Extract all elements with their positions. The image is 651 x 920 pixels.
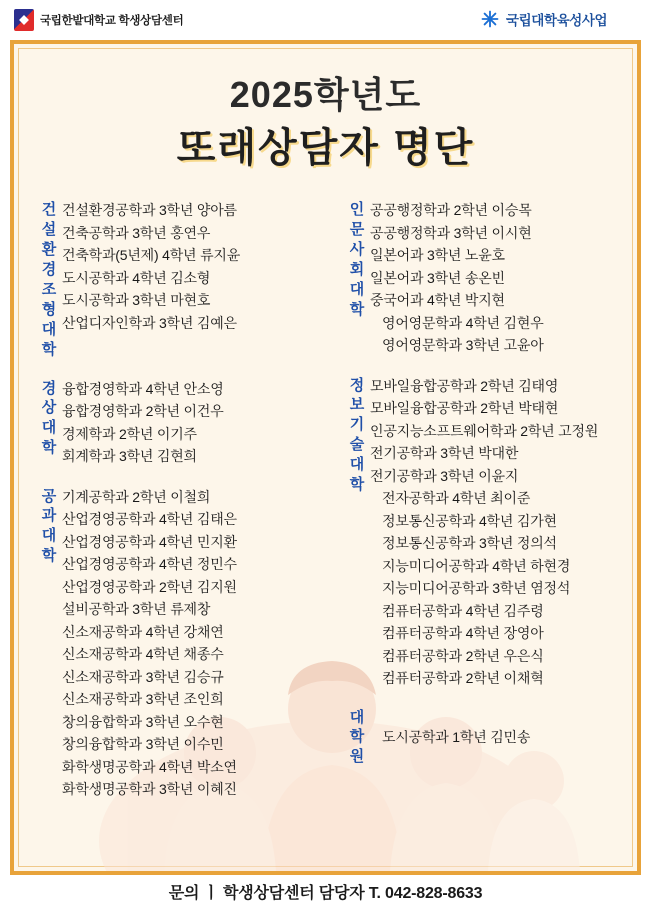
list-item: 신소재공학과 4학년 강채연	[62, 623, 224, 640]
list-item: 산업경영공학과 4학년 김태은	[62, 511, 237, 527]
list-item: 공공행정학과 2학년 이승목	[370, 202, 532, 218]
list-item: 설비공학과 3학년 류제창	[62, 601, 211, 617]
group-business	[36, 378, 336, 468]
list-item: 지능미디어공학과 3학년 염정석	[382, 580, 571, 596]
list-item: 도시공학과 3학년 마현호	[62, 292, 211, 308]
list-item: 기계공학과 2학년 이철희	[62, 488, 211, 505]
list-item: 도시공학과 4학년 김소형	[62, 269, 211, 286]
poster-frame	[10, 40, 641, 875]
footer	[0, 880, 651, 903]
group-humanities	[344, 199, 634, 357]
group-label-graduate: 대 학 원	[349, 708, 365, 766]
poster-title	[14, 72, 637, 173]
list-item: 화학생명공학과 4학년 박소연	[62, 758, 237, 775]
left-column	[36, 199, 336, 819]
list-item: 회계학과 3학년 김현희	[62, 448, 197, 464]
university-brand-label: 국립한밭대학교 학생상담센터	[40, 15, 184, 27]
list-item: 전자공학과 4학년 최이준	[382, 490, 531, 506]
footer-contact-text: 문의 ㅣ 학생상담센터 담당자 T. 042-828-8633	[168, 885, 483, 902]
list-item: 정보통신공학과 4학년 김가현	[382, 512, 557, 529]
poster-title-main: 또래상담자 명단	[176, 126, 475, 170]
list-item: 산업디자인학과 3학년 김예은	[62, 314, 237, 331]
group-items-it	[370, 375, 634, 690]
list-item: 산업경영공학과 2학년 김지원	[62, 578, 237, 595]
group-construction	[36, 199, 336, 360]
group-label-engineering: 공 과 대 학	[41, 487, 57, 565]
group-label-business: 경 상 대 학	[41, 379, 57, 457]
list-item: 컴퓨터공학과 2학년 이채혁	[382, 670, 544, 686]
group-it	[344, 375, 634, 690]
list-item: 신소재공학과 4학년 채종수	[62, 646, 224, 662]
list-item: 건축학과(5년제) 4학년 류지윤	[62, 247, 241, 263]
list-item: 공공행정학과 3학년 이시현	[370, 224, 532, 241]
list-item: 컴퓨터공학과 4학년 장영아	[382, 625, 544, 641]
list-item: 컴퓨터공학과 2학년 우은식	[382, 647, 544, 664]
university-emblem-icon	[14, 9, 34, 31]
list-item: 지능미디어공학과 4학년 하현경	[382, 557, 571, 574]
list-item: 경제학과 2학년 이기주	[62, 425, 197, 442]
list-item: 창의융합학과 3학년 이수민	[62, 736, 224, 752]
list-item: 일본어과 3학년 노윤호	[370, 247, 505, 263]
university-brand	[14, 9, 183, 31]
group-graduate	[344, 708, 634, 768]
group-items-business	[62, 378, 336, 468]
list-item: 모바일융합공학과 2학년 박태현	[370, 400, 559, 416]
list-item: 건축공학과 3학년 홍연우	[62, 224, 211, 241]
group-label-it: 정 보 기 술 대 학	[349, 376, 365, 494]
list-item: 일본어과 3학년 송온빈	[370, 269, 505, 286]
list-item: 인공지능소프트웨어학과 2학년 고정원	[370, 422, 599, 439]
program-brand-label: 국립대학육성사업	[506, 13, 608, 28]
list-item: 중국어과 4학년 박지현	[370, 292, 505, 308]
group-items-construction	[62, 199, 336, 360]
list-item: 창의융합학과 3학년 오수현	[62, 713, 224, 730]
list-item: 산업경영공학과 4학년 민지환	[62, 533, 237, 550]
group-label-construction: 건 설 환 경 조 형 대 학	[41, 201, 57, 358]
list-item: 정보통신공학과 3학년 정의석	[382, 535, 557, 551]
group-engineering	[36, 486, 336, 801]
list-item: 건설환경공학과 3학년 양아름	[62, 202, 237, 218]
list-item: 전기공학과 3학년 박대한	[370, 445, 519, 461]
list-item: 모바일융합공학과 2학년 김태영	[370, 377, 559, 394]
list-item: 융합경영학과 4학년 안소영	[62, 380, 224, 397]
top-header-bar	[0, 0, 651, 40]
list-item: 신소재공학과 3학년 조인희	[62, 691, 224, 707]
right-column	[344, 199, 634, 785]
group-label-humanities: 인 문 사 회 대 학	[349, 201, 365, 318]
list-item: 화학생명공학과 3학년 이혜진	[62, 781, 237, 797]
list-item: 컴퓨터공학과 4학년 김주령	[382, 602, 544, 619]
list-item: 산업경영공학과 4학년 정민수	[62, 556, 237, 572]
program-brand	[480, 9, 607, 29]
group-items-graduate	[370, 726, 634, 749]
list-item: 도시공학과 1학년 김민송	[382, 729, 531, 746]
list-item: 융합경영학과 2학년 이건우	[62, 403, 224, 419]
list-item: 신소재공학과 3학년 김승규	[62, 668, 224, 685]
group-items-engineering	[62, 486, 336, 801]
snowflake-icon	[480, 9, 500, 29]
list-item: 전기공학과 3학년 이윤지	[370, 467, 519, 484]
list-item: 영어영문학과 4학년 김현우	[382, 314, 544, 331]
list-item: 영어영문학과 3학년 고윤아	[382, 337, 544, 353]
poster-title-year: 2025학년도	[229, 74, 422, 115]
group-items-humanities	[370, 199, 634, 357]
counselor-list	[14, 199, 637, 849]
